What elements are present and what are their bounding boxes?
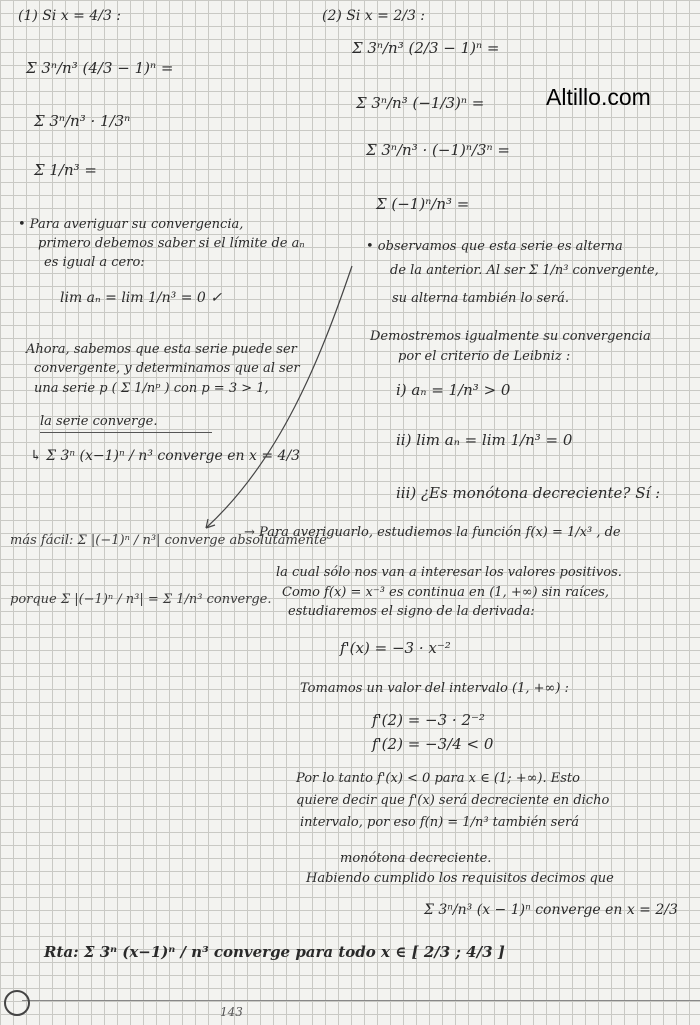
left-para1-line3: es igual a cero: [44,255,145,270]
left-series-1: Σ 3ⁿ/n³ (4/3 − 1)ⁿ = [26,59,174,77]
right-para1-line1: • observamos que esta serie es alterna [366,239,623,254]
binder-hole [4,990,30,1016]
body-line-7: quiere decir que f'(x) será decreciente en dicho [296,793,610,808]
left-series-2: Σ 3ⁿ/n³ · 1/3ⁿ [34,112,131,130]
right-series-4: Σ (−1)ⁿ/n³ = [376,195,470,213]
body-line-1: → Para averiguarlo, estudiemos la función f(x) = 1/x³ , de [244,525,621,540]
footer-mark: 143 [220,1005,243,1019]
leibniz-item-1: i) aₙ = 1/n³ > 0 [396,381,511,399]
body-line-11: Σ 3ⁿ/n³ (x − 1)ⁿ converge en x = 2/3 [424,902,678,918]
right-para1-line3: su alterna también lo será. [392,291,570,306]
left-heading: (1) Si x = 4/3 : [18,8,122,24]
derivative: f'(x) = −3 · x⁻² [340,639,451,657]
calc-line-2: f'(2) = −3/4 < 0 [372,735,494,753]
left-para2-line4: la serie converge. [40,414,158,429]
right-heading: (2) Si x = 2/3 : [322,8,426,24]
left-because-note: porque Σ |(−1)ⁿ / n³| = Σ 1/n³ converge. [10,592,272,607]
right-series-2: Σ 3ⁿ/n³ (−1/3)ⁿ = [356,94,485,112]
left-para2-line2: convergente, y determinamos que al ser [34,361,300,376]
body-line-2: la cual sólo nos van a interesar los valores positivos. [276,565,622,580]
left-conclusion: ↳ Σ 3ⁿ (x−1)ⁿ / n³ converge en x = 4/3 [30,448,301,464]
body-line-6: Por lo tanto f'(x) < 0 para x ∈ (1; +∞). Esto [296,771,580,786]
left-para2-line3: una serie p ( Σ 1/nᵖ ) con p = 3 > 1, [34,381,269,396]
calc-line-1: f'(2) = −3 · 2⁻² [372,711,485,729]
left-limit: lim aₙ = lim 1/n³ = 0 ✓ [60,290,222,306]
page-margin-line [22,1000,700,1001]
body-line-5: Tomamos un valor del intervalo (1, +∞) : [300,681,569,696]
body-line-4: estudiaremos el signo de la derivada: [288,604,535,619]
left-series-3: Σ 1/n³ = [34,161,97,179]
watermark: Altillo.com [546,84,651,110]
body-line-3: Como f(x) = x⁻³ es continua en (1, +∞) sin raíces, [282,585,609,600]
right-para1-line2: de la anterior. Al ser Σ 1/n³ convergente, [390,263,659,278]
leibniz-item-2: ii) lim aₙ = lim 1/n³ = 0 [396,431,573,449]
left-para1-line1: • Para averiguar su convergencia, [18,217,244,232]
left-easier-note: más fácil: Σ |(−1)ⁿ / n³| converge absolutamente [10,533,327,548]
right-series-3: Σ 3ⁿ/n³ · (−1)ⁿ/3ⁿ = [366,141,510,159]
left-para2-line1: Ahora, sabemos que esta serie puede ser [26,342,297,357]
right-para2-line1: Demostremos igualmente su convergencia [370,329,651,344]
body-line-8: intervalo, por eso f(n) = 1/n³ también será [300,815,579,830]
leibniz-item-3: iii) ¿Es monótona decreciente? Sí : [396,484,661,502]
final-answer: Rta: Σ 3ⁿ (x−1)ⁿ / n³ converge para todo x ∈ [ 2/3 ; 4/3 ] [44,943,505,961]
right-series-1: Σ 3ⁿ/n³ (2/3 − 1)ⁿ = [352,39,500,57]
left-para1-line2: primero debemos saber si el límite de aₙ [38,236,305,251]
body-line-9: monótona decreciente. [340,851,492,866]
right-para2-line2: por el criterio de Leibniz : [398,349,571,364]
body-line-10: Habiendo cumplido los requisitos decimos que [306,871,614,886]
